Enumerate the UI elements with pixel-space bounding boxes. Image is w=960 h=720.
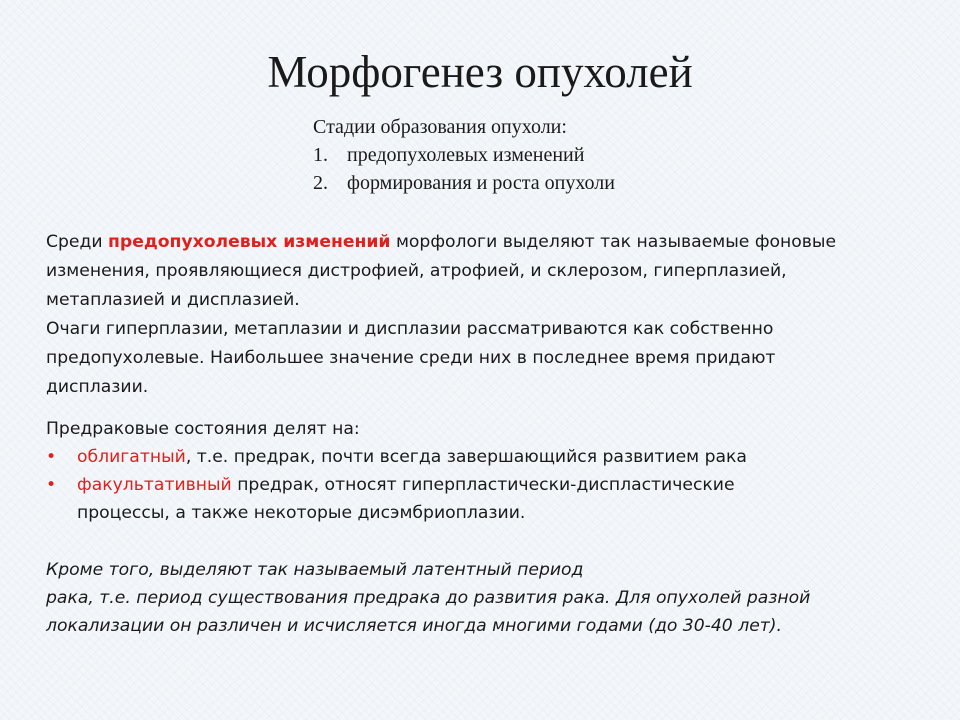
stage-number: 1. — [313, 144, 328, 166]
bullet-item — [46, 443, 926, 471]
facultative-term: факультативный — [77, 475, 232, 495]
paragraph-line — [46, 228, 926, 257]
precancer-states-block — [46, 415, 926, 527]
bullet-item — [46, 471, 926, 527]
text-run: , т.е. предрак, почти всегда завершающийся развитием рака — [185, 447, 747, 467]
bullet-line: процессы, а также некоторые дисэмбриоплазии. — [77, 503, 526, 523]
paragraph-line: Очаги гиперплазии, метаплазии и дисплазии рассматриваются как собственно — [46, 319, 774, 339]
latent-period-paragraph — [46, 556, 936, 640]
bullet-icon: • — [46, 475, 57, 495]
stage-number: 2. — [313, 172, 328, 194]
slide-title: Морфогенез опухолей — [267, 47, 693, 97]
stage-text: предопухолевых изменений — [347, 144, 585, 166]
text-run: морфологи выделяют так называемые фоновые — [390, 232, 837, 252]
bullet-text — [77, 443, 747, 471]
stage-item — [313, 169, 615, 197]
highlight-term: предопухолевых изменений — [108, 232, 391, 252]
stages-heading: Стадии образования опухоли: — [313, 116, 567, 138]
paragraph-line: рака, т.е. период существования предрака до развития рака. Для опухолей разной — [46, 588, 811, 608]
bullet-text — [77, 471, 735, 527]
precancer-changes-paragraph — [46, 228, 926, 402]
paragraph-line: дисплазии. — [46, 377, 149, 397]
paragraph-line: Кроме того, выделяют так называемый латентный период — [46, 560, 584, 580]
text-run: предрак, относят гиперпластически-диспластические — [231, 475, 735, 495]
paragraph-line: локализации он различен и исчисляется иногда многими годами (до 30-40 лет). — [46, 616, 782, 636]
bullet-icon: • — [46, 447, 57, 467]
precancer-heading: Предраковые состояния делят на: — [46, 419, 360, 439]
text-run: Среди — [46, 232, 109, 252]
paragraph-line: метаплазией и дисплазией. — [46, 290, 300, 310]
obligate-term: облигатный — [77, 447, 186, 467]
stage-item — [313, 141, 615, 169]
paragraph-line: изменения, проявляющиеся дистрофией, атрофией, и склерозом, гиперплазией, — [46, 261, 787, 281]
paragraph-line: предопухолевые. Наибольшее значение среди них в последнее время придают — [46, 348, 776, 368]
stage-text: формирования и роста опухоли — [347, 172, 615, 194]
stages-list — [313, 113, 615, 197]
bullet-line — [77, 471, 735, 499]
